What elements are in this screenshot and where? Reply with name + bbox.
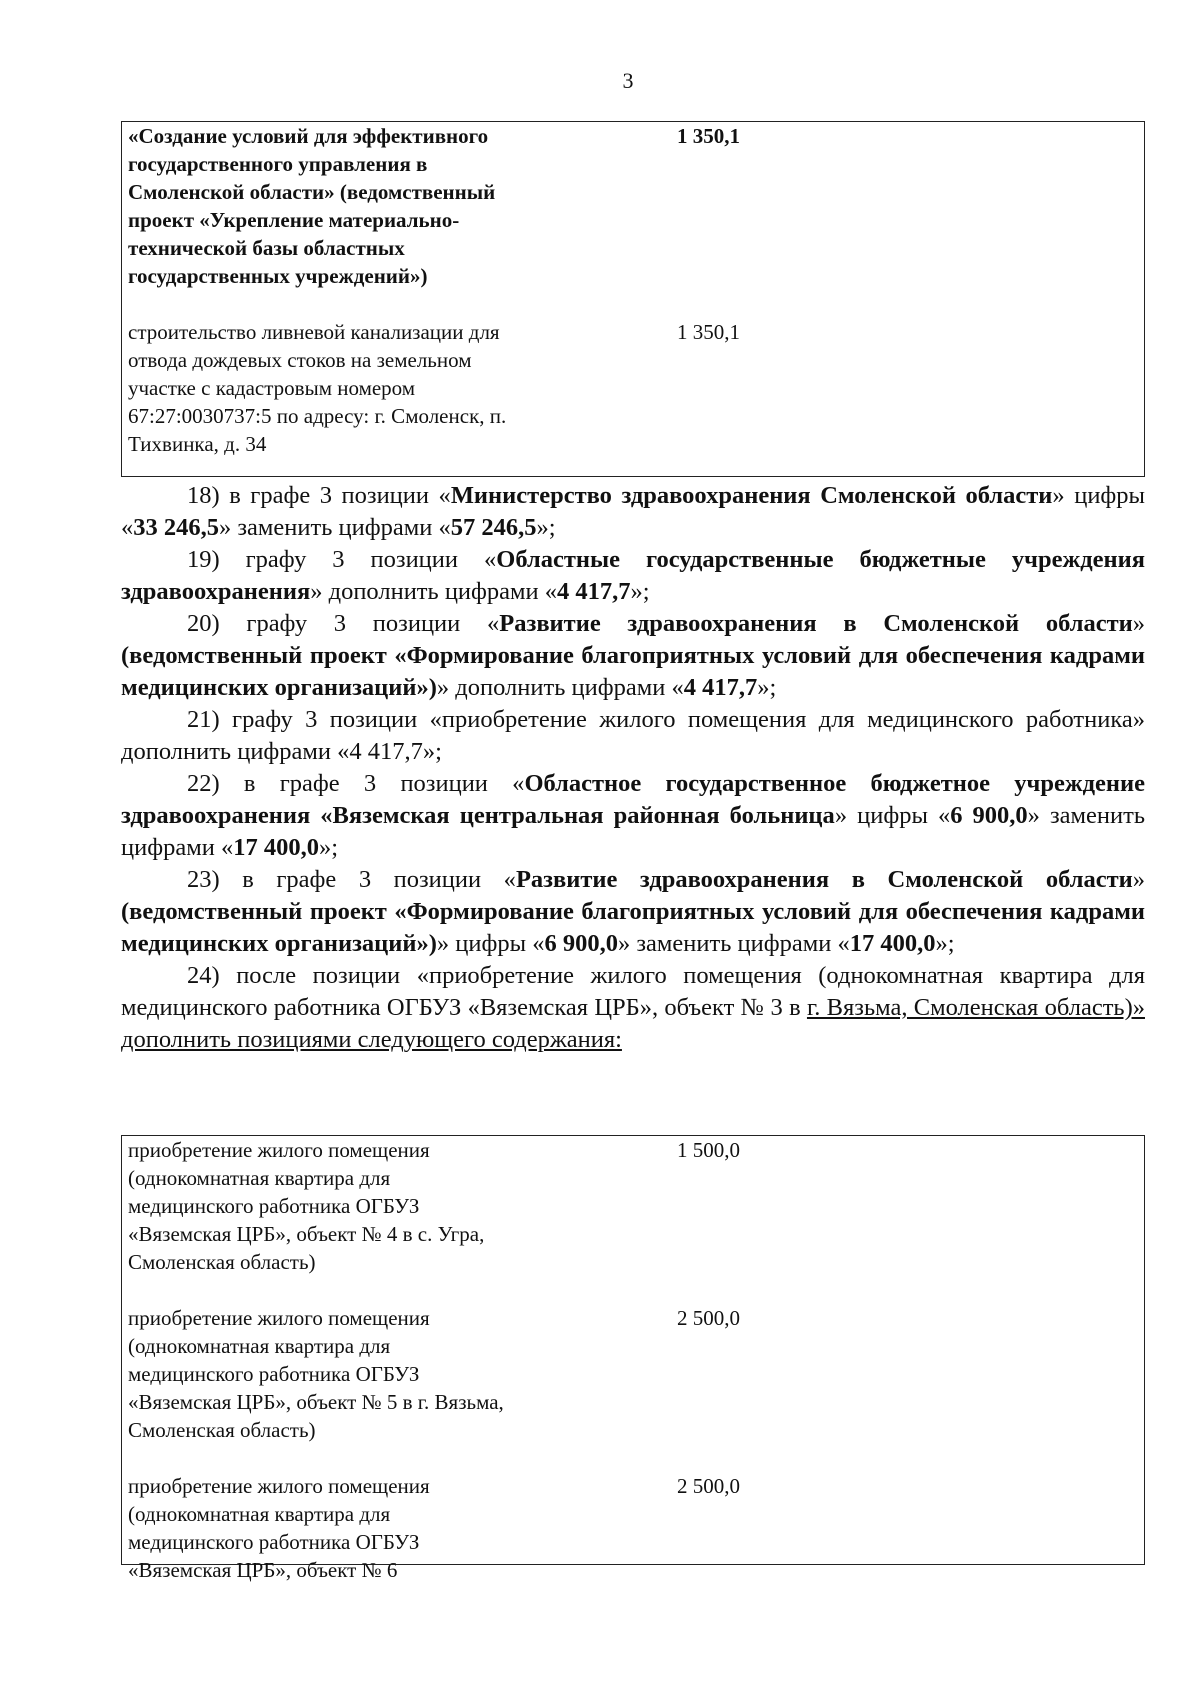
table-cell-name: «Создание условий для эффективного государственного управления в Смоленской области» (ведомственный проект «Укрепление материально-технической базы областных государственных учреждений») [128,124,496,288]
table-cell-name: приобретение жилого помещения (однокомнатная квартира для медицинского работника ОГБУЗ «Вяземская ЦРБ», объект № 4 в с. Угра, Смоленская область) [128,1138,485,1274]
item-20: 20) графу 3 позиции «Развитие здравоохранения в Смоленской области» (ведомственный проект «Формирование благоприятных условий для обеспечения кадрами медицинских организаций»)» дополнить цифрами «4 417,7»; [121,610,1145,701]
item-19: 19) графу 3 позиции «Областные государственные бюджетные учреждения здравоохранения» дополнить цифрами «4 417,7»; [121,546,1145,605]
table-cell-value: 2 500,0 [677,1306,740,1330]
amendment-items [121,480,1145,1056]
item-22: 22) в графе 3 позиции «Областное государственное бюджетное учреждение здравоохранения «Вяземская центральная районная больница» цифры «6 900,0» заменить цифрами «17 400,0»; [121,770,1146,861]
table-cell-value: 1 350,1 [677,320,740,344]
item-24: 24) после позиции «приобретение жилого помещения (однокомнатная квартира для медицинского работника ОГБУЗ «Вяземская ЦРБ», объект № 3 в г. Вязьма, Смоленская область)» дополнить позициями следующего содержания: [121,962,1145,1053]
table-cell-name: приобретение жилого помещения (однокомнатная квартира для медицинского работника ОГБУЗ «Вяземская ЦРБ», объект № 6 [128,1474,430,1582]
item-18: 18) в графе 3 позиции «Министерство здравоохранения Смоленской области» цифры «33 246,5» заменить цифрами «57 246,5»; [121,482,1146,541]
budget-table-2 [121,1135,1145,1582]
table-cell-value: 1 350,1 [677,124,740,148]
item-23: 23) в графе 3 позиции «Развитие здравоохранения в Смоленской области» (ведомственный проект «Формирование благоприятных условий для обеспечения кадрами медицинских организаций»)» цифры «6 900,0» заменить цифрами «17 400,0»; [121,866,1145,957]
table-cell-name: строительство ливневой канализации для отвода дождевых стоков на земельном участке с кадастровым номером 67:27:0030737:5 по адресу: г. Смоленск, п. Тихвинка, д. 34 [128,320,507,456]
table-cell-name: приобретение жилого помещения (однокомнатная квартира для медицинского работника ОГБУЗ «Вяземская ЦРБ», объект № 5 в г. Вязьма, Смоленская область) [128,1306,504,1442]
table-cell-value: 1 500,0 [677,1138,740,1162]
budget-table-1 [121,121,1145,477]
table-cell-value: 2 500,0 [677,1474,740,1498]
item-21: 21) графу 3 позиции «приобретение жилого помещения для медицинского работника» дополнить цифрами «4 417,7»; [121,706,1145,765]
page-number: 3 [622,68,634,93]
